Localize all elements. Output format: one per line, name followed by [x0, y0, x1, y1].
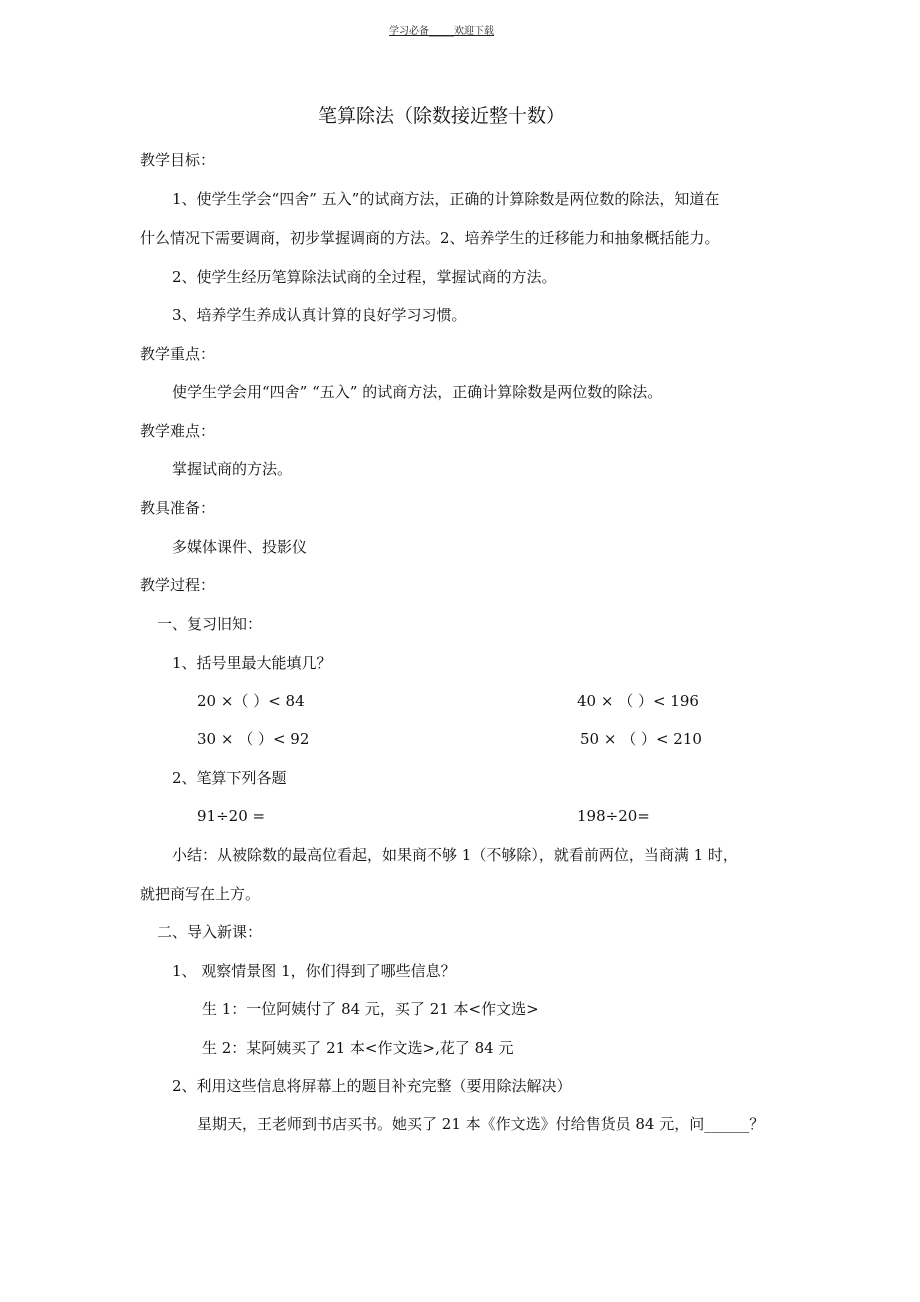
page-header: 学习必备_____欢迎下载 [389, 26, 494, 37]
part1-question-2-title: 2、笔算下列各题 [172, 769, 287, 787]
key-points-text: 使学生学会用“四舍” “五入” 的试商方法，正确计算除数是两位数的除法。 [172, 383, 663, 401]
inequality-c: 30 × （ ）< 92 [197, 730, 310, 748]
part2-question-2-title: 2、利用这些信息将屏幕上的题目补充完整（要用除法解决） [172, 1077, 572, 1095]
materials-heading: 教具准备： [140, 499, 216, 517]
objective-1-line-1: 1、使学生学会“四舍” 五入”的试商方法，正确的计算除数是两位数的除法，知道在 [172, 190, 720, 208]
objectives-heading: 教学目标： [140, 151, 216, 169]
part1-question-1-title: 1、括号里最大能填几？ [172, 654, 332, 672]
inequality-d: 50 × （ ）< 210 [580, 730, 702, 748]
inequality-a: 20 ×（ ）< 84 [197, 692, 305, 710]
objective-1-line-2: 什么情况下需要调商，初步掌握调商的方法。2、培养学生的迁移能力和抽象概括能力。 [140, 229, 720, 247]
summary-line-2: 就把商写在上方。 [140, 885, 261, 903]
part2-heading: 二、导入新课： [157, 923, 263, 941]
objective-2: 2、使学生经历笔算除法试商的全过程，掌握试商的方法。 [172, 268, 557, 286]
document-title: 笔算除法（除数接近整十数） [318, 105, 566, 127]
process-heading: 教学过程： [140, 576, 216, 594]
materials-text: 多媒体课件、投影仪 [172, 538, 308, 556]
part1-heading: 一、复习旧知： [157, 615, 263, 633]
word-problem: 星期天，王老师到书店买书。她买了 21 本《作文选》付给售货员 84 元，问______？ [197, 1115, 765, 1133]
student-2-answer: 生 2：某阿姨买了 21 本<作文选>,花了 84 元 [202, 1039, 514, 1057]
objective-3: 3、培养学生养成认真计算的良好学习习惯。 [172, 306, 467, 324]
part2-question-1-title: 1、 观察情景图 1，你们得到了哪些信息？ [172, 962, 456, 980]
difficulties-text: 掌握试商的方法。 [172, 460, 293, 478]
inequality-b: 40 × （ ）< 196 [577, 692, 699, 710]
difficulties-heading: 教学难点： [140, 422, 216, 440]
division-a: 91÷20 = [197, 807, 266, 825]
student-1-answer: 生 1：一位阿姨付了 84 元，买了 21 本<作文选> [202, 1000, 539, 1018]
key-points-heading: 教学重点： [140, 345, 216, 363]
division-b: 198÷20= [577, 807, 650, 825]
summary-line-1: 小结：从被除数的最高位看起，如果商不够 1（不够除），就看前两位，当商满 1 时， [172, 846, 738, 864]
